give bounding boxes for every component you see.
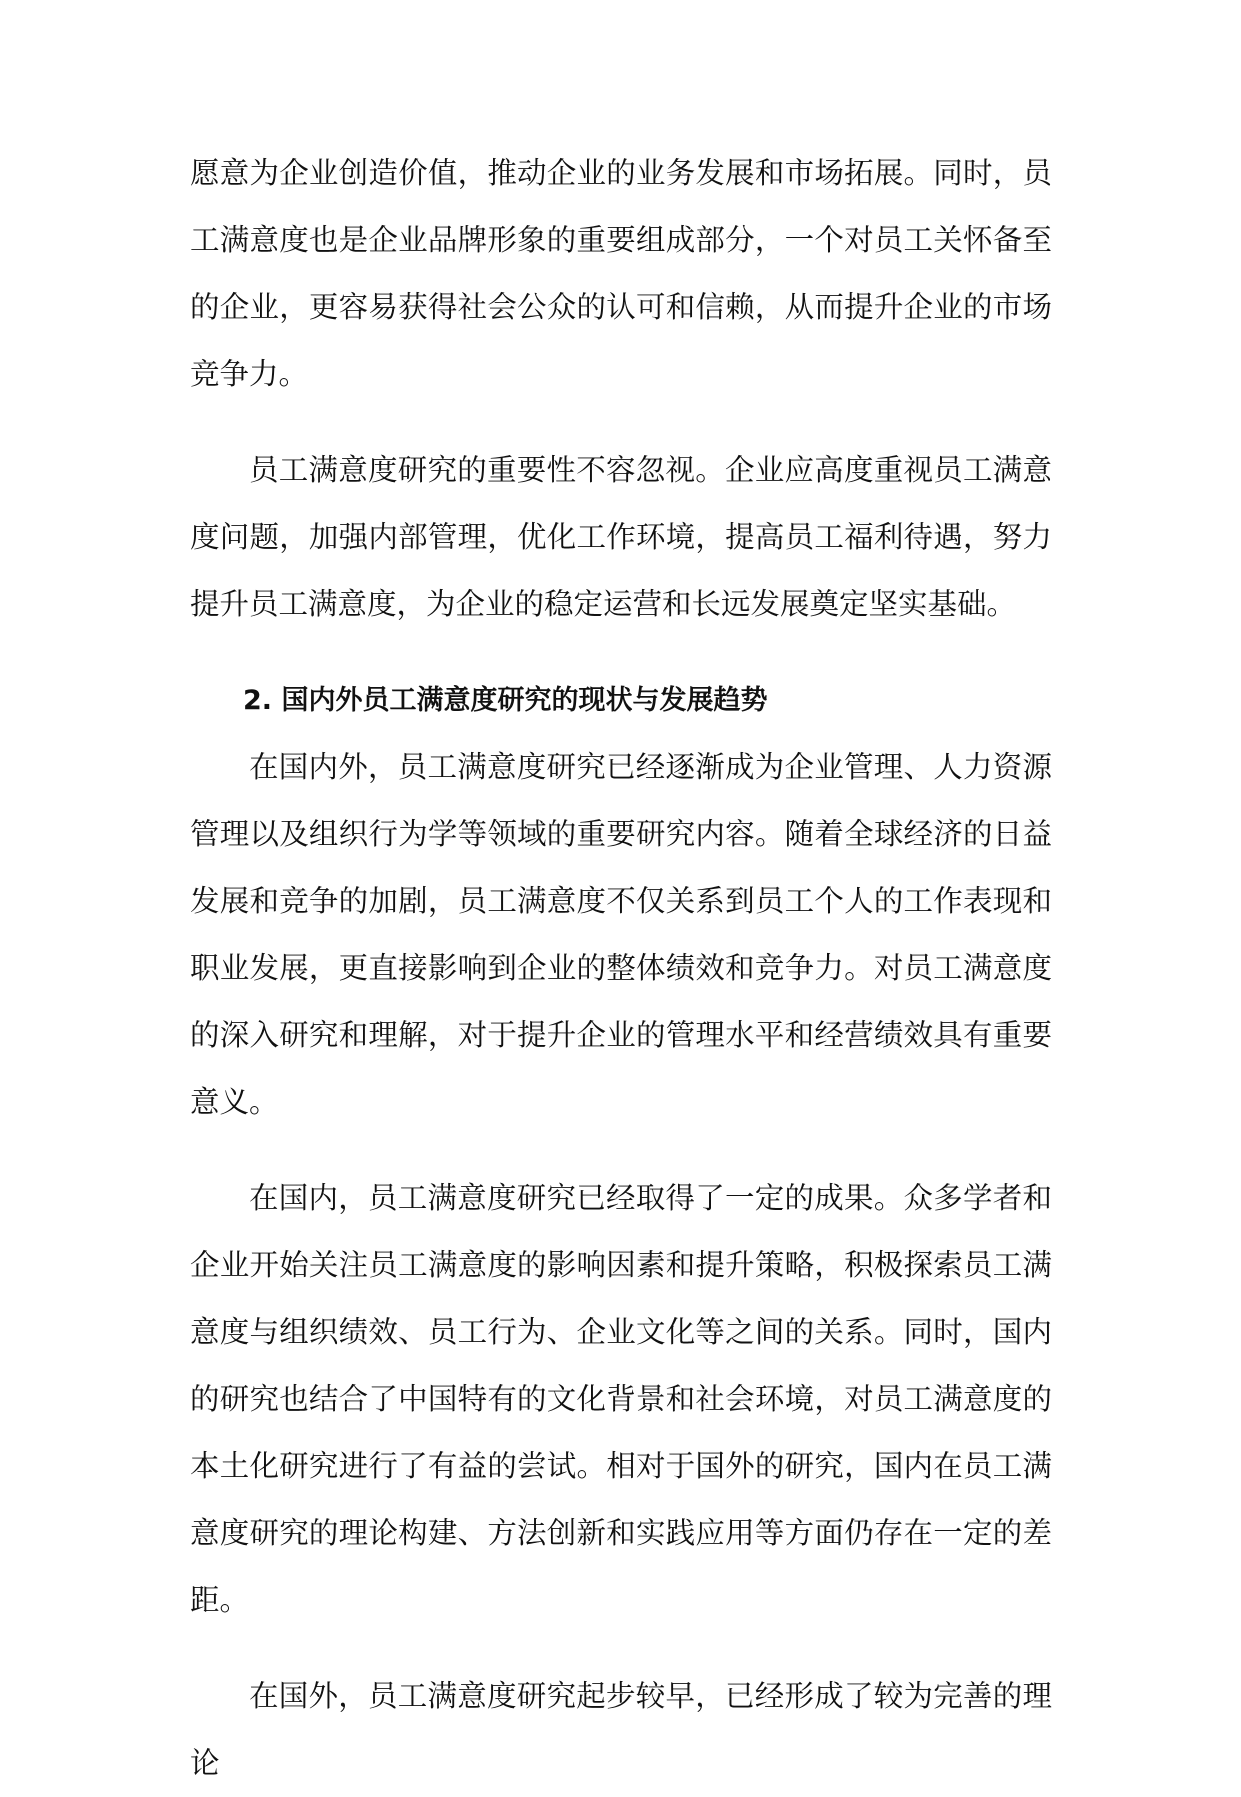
document-body	[190, 140, 1052, 1797]
section-heading: 2. 国内外员工满意度研究的现状与发展趋势	[243, 685, 768, 716]
paragraph-domestic: 在国内，员工满意度研究已经取得了一定的成果。众多学者和企业开始关注员工满意度的影响因素和提升策略，积极探索员工满意度与组织绩效、员工行为、企业文化等之间的关系。同时，国内的研究也结合了中国特有的文化背景和社会环境，对员工满意度的本土化研究进行了有益的尝试。相对于国外的研究，国内在员工满意度研究的理论构建、方法创新和实践应用等方面仍存在一定的差距。	[190, 1181, 1052, 1617]
paragraph-foreign: 在国外，员工满意度研究起步较早，已经形成了较为完善的理论	[190, 1679, 1052, 1780]
paragraph-importance: 员工满意度研究的重要性不容忽视。企业应高度重视员工满意度问题，加强内部管理，优化工作环境，提高员工福利待遇，努力提升员工满意度，为企业的稳定运营和长远发展奠定坚实基础。	[190, 453, 1052, 621]
paragraph-overview: 在国内外，员工满意度研究已经逐渐成为企业管理、人力资源管理以及组织行为学等领域的重要研究内容。随着全球经济的日益发展和竞争的加剧，员工满意度不仅关系到员工个人的工作表现和职业发展，更直接影响到企业的整体绩效和竞争力。对员工满意度的深入研究和理解，对于提升企业的管理水平和经营绩效具有重要意义。	[190, 750, 1052, 1119]
paragraph-continued: 愿意为企业创造价值，推动企业的业务发展和市场拓展。同时，员工满意度也是企业品牌形象的重要组成部分，一个对员工关怀备至的企业，更容易获得社会公众的认可和信赖，从而提升企业的市场竞争力。	[190, 156, 1052, 391]
